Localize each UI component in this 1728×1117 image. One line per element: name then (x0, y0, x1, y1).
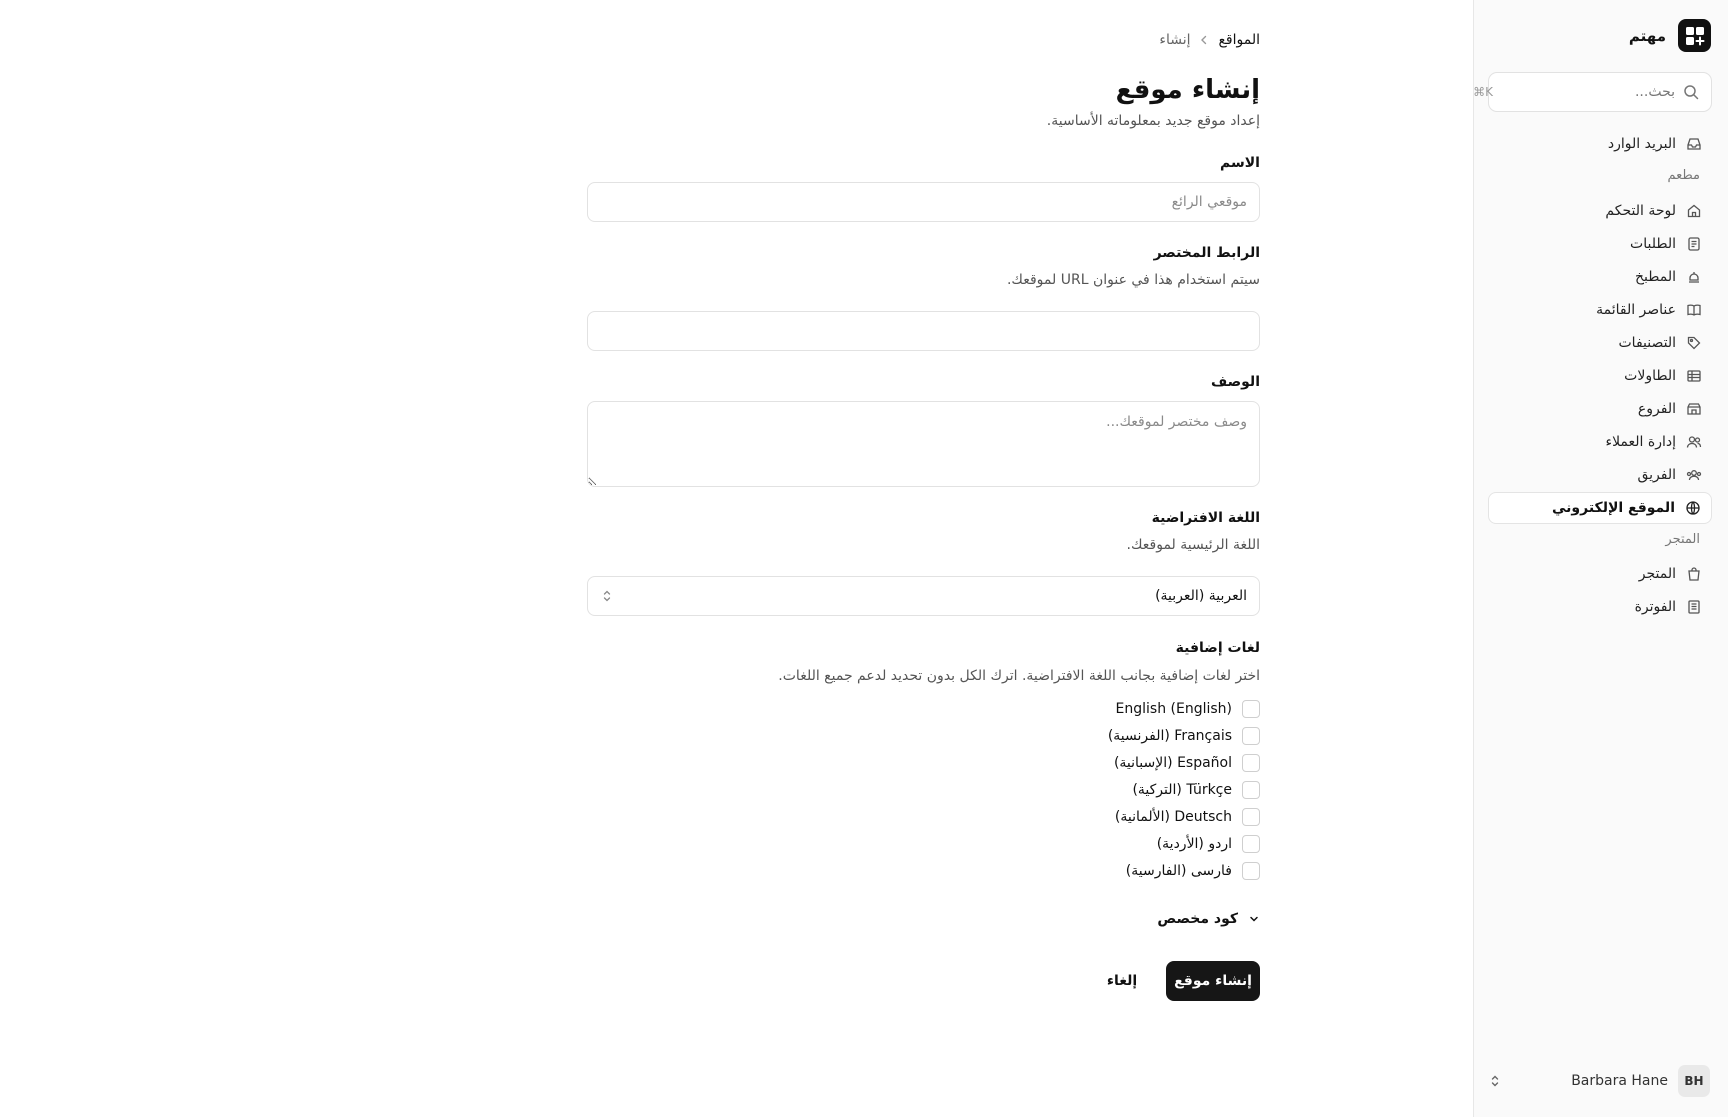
checkbox-label: Türkçe (التركية) (1132, 782, 1232, 798)
search-input[interactable] (1501, 84, 1675, 100)
default-language-label: اللغة الافتراضية (1151, 510, 1260, 526)
billing-icon (1686, 599, 1702, 615)
sidebar-item-label: المطبخ (1635, 269, 1676, 285)
sidebar-section-store: المتجر (1665, 532, 1700, 547)
language-option-turkish[interactable] (1132, 781, 1260, 799)
page-subtitle: إعداد موقع جديد بمعلوماته الأساسية. (1046, 113, 1260, 129)
table-icon (1686, 368, 1702, 384)
sidebar-item-branches[interactable] (1488, 393, 1712, 425)
chevron-up-down-icon (600, 589, 614, 603)
breadcrumb-current: إنشاء (1159, 32, 1191, 48)
language-option-spanish[interactable] (1114, 754, 1260, 772)
checkbox[interactable] (1242, 835, 1260, 853)
sidebar-item-label: الفوترة (1634, 599, 1676, 615)
language-option-urdu[interactable] (1157, 835, 1260, 853)
default-language-help: اللغة الرئيسية لموقعك. (1126, 537, 1260, 553)
language-option-german[interactable] (1115, 808, 1260, 826)
sidebar-item-team[interactable] (1488, 459, 1712, 491)
brand-name: مهتم (1628, 26, 1666, 45)
page-title: إنشاء موقع (1115, 75, 1260, 105)
breadcrumb-parent-link[interactable]: المواقع (1218, 32, 1260, 48)
custom-code-toggle[interactable] (1157, 911, 1260, 927)
additional-languages-help: اختر لغات إضافية بجانب اللغة الافتراضية. اترك الكل بدون تحديد لدعم جميع اللغات. (778, 668, 1260, 684)
slug-label: الرابط المختصر (1153, 245, 1260, 261)
cancel-button[interactable]: إلغاء (1094, 961, 1150, 1001)
search-box[interactable] (1473, 72, 1712, 112)
sidebar-item-orders[interactable] (1488, 228, 1712, 260)
default-language-select[interactable] (587, 576, 1260, 616)
branch-icon (1686, 401, 1702, 417)
sidebar-item-categories[interactable] (1488, 327, 1712, 359)
user-name: Barbara Hane (1571, 1073, 1668, 1089)
checkbox[interactable] (1242, 862, 1260, 880)
brand-logo-icon (1678, 19, 1711, 52)
name-label: الاسم (1220, 155, 1260, 171)
sidebar-item-label: لوحة التحكم (1605, 203, 1676, 219)
user-menu[interactable] (1488, 1065, 1710, 1097)
search-shortcut: ⌘K (1473, 85, 1493, 99)
avatar: BH (1678, 1065, 1710, 1097)
bag-icon (1686, 566, 1702, 582)
checkbox[interactable] (1242, 781, 1260, 799)
sidebar-item-tables[interactable] (1488, 360, 1712, 392)
sidebar-item-label: التصنيفات (1618, 335, 1676, 351)
users-icon (1686, 434, 1702, 450)
globe-icon (1685, 500, 1701, 516)
sidebar-item-label: الفريق (1637, 467, 1676, 483)
orders-icon (1686, 236, 1702, 252)
checkbox-label: Deutsch (الألمانية) (1114, 809, 1232, 825)
language-option-english[interactable] (1116, 700, 1260, 718)
checkbox-label: اردو (الأردية) (1156, 836, 1232, 852)
default-language-value: العربية (العربية) (1155, 588, 1247, 604)
chevron-up-down-icon (1488, 1074, 1502, 1088)
sidebar-item-website[interactable] (1488, 492, 1712, 524)
kitchen-icon (1686, 269, 1702, 285)
sidebar-item-label: المتجر (1638, 566, 1676, 582)
sidebar-item-dashboard[interactable] (1488, 195, 1712, 227)
checkbox[interactable] (1242, 754, 1260, 772)
additional-languages-label: لغات إضافية (1175, 640, 1260, 656)
book-icon (1686, 302, 1702, 318)
checkbox-label: فارسی (الفارسية) (1125, 863, 1232, 879)
sidebar-item-billing[interactable] (1488, 591, 1712, 623)
sidebar-item-menu-items[interactable] (1488, 294, 1712, 326)
sidebar-item-inbox[interactable] (1488, 128, 1712, 160)
slug-input[interactable] (587, 311, 1260, 351)
checkbox-label: Español (الإسبانية) (1113, 755, 1232, 771)
sidebar-item-label: عناصر القائمة (1596, 302, 1676, 318)
sidebar-item-label: الطلبات (1630, 236, 1676, 252)
breadcrumb (1159, 32, 1260, 48)
sidebar (1473, 0, 1728, 1117)
checkbox[interactable] (1242, 808, 1260, 826)
chevron-down-icon (1248, 913, 1260, 925)
sidebar-item-kitchen[interactable] (1488, 261, 1712, 293)
brand[interactable] (1629, 19, 1711, 52)
checkbox[interactable] (1242, 727, 1260, 745)
checkbox[interactable] (1242, 700, 1260, 718)
sidebar-item-label: الموقع الإلكتروني (1552, 500, 1675, 516)
inbox-icon (1686, 136, 1702, 152)
language-option-french[interactable] (1108, 727, 1260, 745)
sidebar-item-label: الفروع (1637, 401, 1676, 417)
slug-help: سيتم استخدام هذا في عنوان URL لموقعك. (1006, 272, 1260, 288)
sidebar-item-label: إدارة العملاء (1605, 434, 1676, 450)
chevron-left-icon (1198, 34, 1210, 46)
description-textarea[interactable] (587, 401, 1260, 487)
sidebar-item-label: الطاولات (1624, 368, 1676, 384)
checkbox-label: Français (الفرنسية) (1107, 728, 1232, 744)
tag-icon (1686, 335, 1702, 351)
checkbox-label: English (English) (1115, 701, 1232, 717)
sidebar-item-store[interactable] (1488, 558, 1712, 590)
language-option-persian[interactable] (1126, 862, 1260, 880)
team-icon (1686, 467, 1702, 483)
description-label: الوصف (1210, 374, 1260, 390)
sidebar-item-label: البريد الوارد (1607, 136, 1676, 152)
home-icon (1686, 203, 1702, 219)
sidebar-item-customers[interactable] (1488, 426, 1712, 458)
sidebar-section-restaurant: مطعم (1667, 168, 1700, 183)
create-site-button[interactable]: إنشاء موقع (1166, 961, 1260, 1001)
search-icon (1683, 84, 1699, 100)
name-input[interactable] (587, 182, 1260, 222)
custom-code-label: كود مخصص (1157, 911, 1238, 927)
